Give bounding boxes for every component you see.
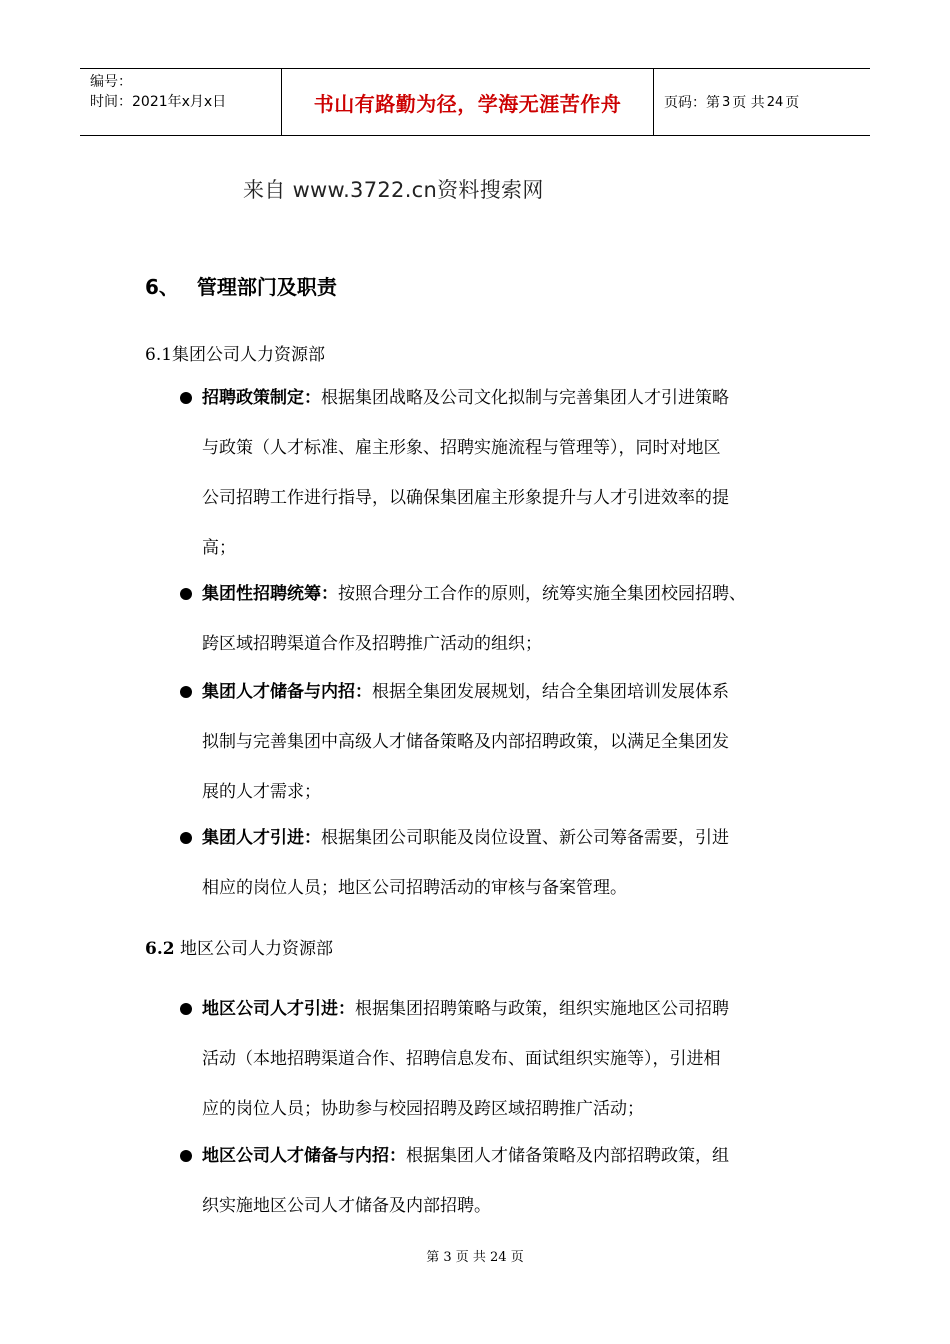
list-item [180, 667, 820, 817]
list-item [180, 813, 820, 913]
item-term: 地区公司人才引进： [202, 999, 355, 1019]
page-label-suffix: 页 [785, 95, 800, 111]
item-line: 拟制与完善集团中高级人才储备策略及内部招聘政策，以满足全集团发 [202, 732, 729, 752]
section-title-text: 管理部门及职责 [196, 275, 337, 299]
item-line: 与政策（人才标准、雇主形象、招聘实施流程与管理等），同时对地区 [202, 438, 721, 458]
subsection-number: 6.2 [145, 939, 175, 959]
item-term: 集团性招聘统筹： [202, 584, 338, 604]
header-page-info [654, 69, 870, 135]
item-term: 地区公司人才储备与内招： [202, 1146, 406, 1166]
subsection-number: 6.1 [145, 345, 173, 365]
list-item [180, 1131, 820, 1231]
bullet-icon [180, 1003, 192, 1015]
item-line: 根据集团人才储备策略及内部招聘政策，组 [406, 1146, 729, 1166]
item-line: 按照合理分工合作的原则，统筹实施全集团校园招聘、 [338, 584, 746, 604]
item-line: 根据集团公司职能及岗位设置、新公司筹备需要，引进 [321, 828, 729, 848]
item-line: 高； [202, 538, 236, 558]
item-term: 集团人才引进： [202, 828, 321, 848]
header-meta-cell [80, 69, 282, 135]
item-term: 招聘政策制定： [202, 388, 321, 408]
bullet-icon [180, 832, 192, 844]
item-line: 活动（本地招聘渠道合作、招聘信息发布、面试组织实施等），引进相 [202, 1049, 721, 1069]
header-table [80, 68, 870, 136]
page-total: 24 [766, 94, 784, 110]
source-line: 来自 www.3722.cn资料搜索网 [243, 178, 544, 202]
item-line: 根据全集团发展规划，结合全集团培训发展体系 [372, 682, 729, 702]
item-line: 根据集团招聘策略与政策，组织实施地区公司招聘 [355, 999, 729, 1019]
item-term: 集团人才储备与内招： [202, 682, 372, 702]
page-current: 3 [722, 94, 731, 110]
bullet-icon [180, 588, 192, 600]
subsection-title: 地区公司人力资源部 [179, 939, 333, 959]
item-line: 跨区域招聘渠道合作及招聘推广活动的组织； [202, 634, 542, 654]
header-motto: 书山有路勤为径，学海无涯苦作舟 [282, 69, 654, 135]
item-line: 根据集团战略及公司文化拟制与完善集团人才引进策略 [321, 388, 729, 408]
item-line: 展的人才需求； [202, 782, 321, 802]
item-line: 公司招聘工作进行指导，以确保集团雇主形象提升与人才引进效率的提 [202, 488, 729, 508]
page-footer: 第 3 页 共 24 页 [426, 1250, 524, 1265]
subsection-6-1 [145, 340, 325, 365]
section-title [145, 271, 337, 300]
subsection-title: 集团公司人力资源部 [172, 345, 326, 365]
bullet-icon [180, 392, 192, 404]
item-line: 织实施地区公司人才储备及内部招聘。 [202, 1196, 491, 1216]
subsection-6-2 [145, 934, 333, 959]
bullet-icon [180, 686, 192, 698]
page-label-prefix: 页码：第 [664, 95, 720, 111]
bullet-icon [180, 1150, 192, 1162]
item-line: 应的岗位人员；协助参与校园招聘及跨区域招聘推广活动； [202, 1099, 644, 1119]
list-item [180, 569, 820, 669]
document-time-label: 时间：2021年x月x日 [90, 94, 227, 110]
section-number: 6、 [145, 275, 179, 299]
document-number-label: 编号： [90, 74, 132, 90]
list-item [180, 373, 820, 573]
item-line: 相应的岗位人员；地区公司招聘活动的审核与备案管理。 [202, 878, 627, 898]
page-label-mid: 页 共 [732, 95, 765, 111]
list-item [180, 984, 820, 1134]
